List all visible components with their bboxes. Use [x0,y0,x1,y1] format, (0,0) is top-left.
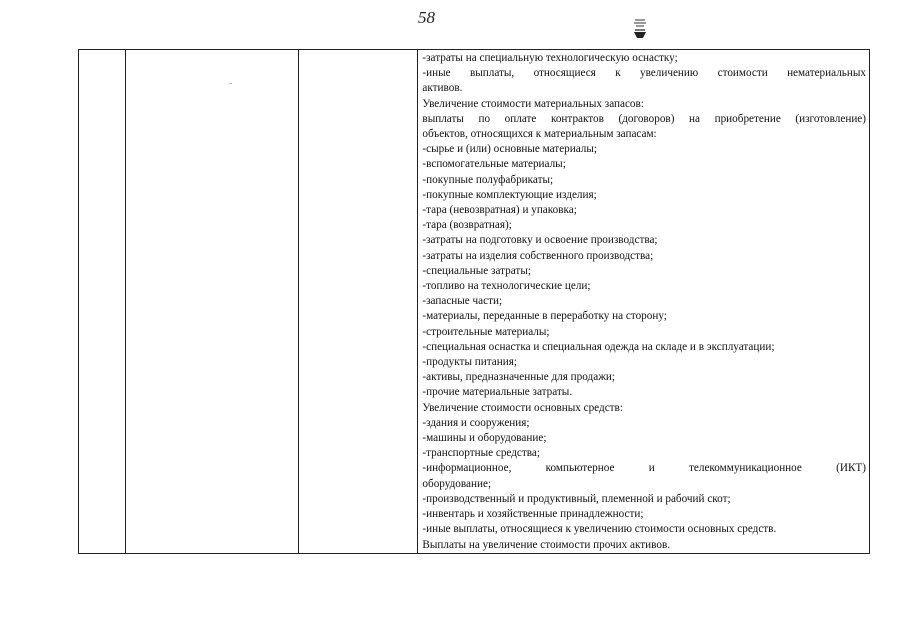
description-line: -транспортные средства; [422,447,540,460]
description-line: Выплаты на увеличение стоимости прочих активов. [422,538,671,551]
description-line: активов. [422,82,463,95]
description-line: -затраты на специальную технологическую оснастку; [422,52,678,64]
description-line: -активы, предназначенные для продажи; [422,371,616,384]
description-line: -тара (невозвратная) и упаковка; [422,204,577,217]
description-line: -покупные полуфабрикаты; [422,173,554,186]
description-line: -затраты на изделия собственного производства; [422,249,654,262]
description-line: -производственный и продуктивный, племенной и рабочий скот; [422,492,731,505]
description-line: Увеличение стоимости основных средств: [422,401,623,414]
description-line: Увеличение стоимости материальных запасов: [422,97,644,110]
description-line: -информационное, компьютерное и телекоммуникационное (ИКТ) [422,462,866,475]
description-line: -вспомогательные материалы; [422,158,566,171]
description-line: -строительные материалы; [422,325,550,338]
description-line: -тара (возвратная); [422,219,512,232]
table-row [79,50,870,554]
table-cell-description [418,50,870,554]
stamp-mark-icon [632,16,648,42]
description-line: -специальная оснастка и специальная одежда на складе и в эксплуатации; [422,340,775,353]
description-line: -инвентарь и хозяйственные принадлежности; [422,508,644,521]
table-cell-number [79,50,126,554]
description-line: -покупные комплектующие изделия; [422,188,597,201]
table-cell-name [299,50,418,554]
description-line: -продукты питания; [422,356,517,369]
description-line: -машины и оборудование; [422,432,547,445]
description-line: -сырье и (или) основные материалы; [422,143,598,156]
description-line: -материалы, переданные в переработку на сторону; [422,310,667,323]
document-table [78,49,870,554]
description-line: -специальные затраты; [422,264,531,277]
description-line: выплаты по оплате контрактов (договоров) на приобретение (изготовление) [422,112,866,125]
description-line: объектов, относящихся к материальным запасам: [422,128,657,141]
description-line: -иные выплаты, относящиеся к увеличению стоимости нематериальных [422,67,866,80]
table-cell-code [126,50,299,554]
page-number: 58 [418,8,435,27]
description-line: -затраты на подготовку и освоение производства; [422,234,658,247]
description-line: оборудование; [422,477,492,490]
description-line: -иные выплаты, относящиеся к увеличению стоимости основных средств. [422,523,777,536]
description-line: -топливо на технологические цели; [422,280,591,293]
description-line: -прочие материальные затраты. [422,386,573,399]
description-line: -здания и сооружения; [422,416,530,429]
description-lines [422,51,866,553]
description-line: -запасные части; [422,295,503,308]
